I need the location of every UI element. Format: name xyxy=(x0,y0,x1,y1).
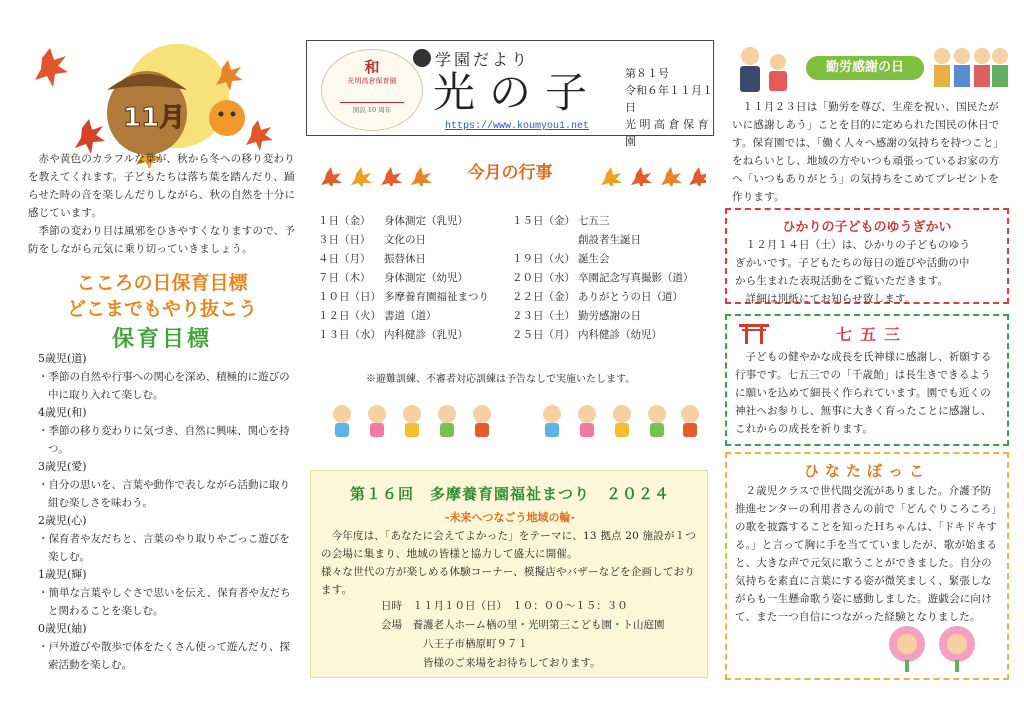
intro-text xyxy=(28,150,296,258)
event-date: ４日（月） xyxy=(318,253,371,265)
issue-info xyxy=(625,65,713,150)
masthead xyxy=(306,40,714,148)
event-row xyxy=(512,231,712,250)
event-name: 書道（道） xyxy=(384,310,437,322)
event-date: ２３日（土） xyxy=(512,310,575,322)
goal-text: ・季節の自然や行事への関心を深め、積極的に遊びの中に取り入れて楽しむ。 xyxy=(38,371,290,401)
event-row xyxy=(512,288,712,307)
events-list-left xyxy=(318,212,518,345)
event-name: 振替休日 xyxy=(384,253,426,265)
event-row xyxy=(318,269,518,288)
month-label: 11月 xyxy=(123,103,186,133)
festival-address: 八王子市楢原町９７１ xyxy=(423,638,528,650)
logo-name: 光明高倉保育園 xyxy=(347,77,397,85)
event-name: ありがとうの日（道） xyxy=(578,291,683,303)
festival-closing: 皆様のご来場をお待ちしております。 xyxy=(423,657,601,669)
goal-item xyxy=(38,458,300,512)
logo-character: 和 xyxy=(364,58,380,76)
goal-age: 0歳児(紬) xyxy=(38,622,87,635)
goal-item xyxy=(38,566,300,620)
event-date: ２２日（金） xyxy=(512,291,575,303)
event-row xyxy=(318,250,518,269)
goal-item xyxy=(38,350,300,404)
torii-icon xyxy=(737,322,771,344)
festival-paragraph-1: 今年度は、「あなたに会えてよかった」をテーマに、13 拠点 20 施設が１つの会場に集まり、地域の皆様と協力して盛大に開催。 xyxy=(321,530,697,560)
hoiku-goal-title: 保育目標 xyxy=(111,327,212,352)
event-name: 内科健診（乳児） xyxy=(384,329,468,341)
shichigosan-section xyxy=(725,314,1009,446)
event-name: 身体測定（幼児） xyxy=(384,272,468,284)
kokoro-line-2: どこまでもやり抜こう xyxy=(66,298,257,320)
recital-body xyxy=(735,236,975,308)
intro-paragraph-2: 季節の変わり目は風邪をひきやすくなりますので、予防をしながら元気に乗り切っていきましょう。 xyxy=(28,225,296,255)
school-logo xyxy=(321,49,423,131)
logo-anniversary: 開設 10 周年 xyxy=(340,102,404,114)
event-row xyxy=(512,269,712,288)
event-date: １０日（日） xyxy=(318,291,381,303)
recital-title: ひかりの子どものゆうぎかい xyxy=(782,220,952,235)
goal-text: ・戸外遊びや散歩で体をたくさん使って遊んだり、探索活動を楽しむ。 xyxy=(38,641,290,671)
labor-day-title: 勤労感謝の日 xyxy=(806,56,924,80)
goal-age: 2歳児(心) xyxy=(38,514,87,527)
shichigosan-title: 七五三 xyxy=(835,325,908,344)
goal-age: 4歳児(和) xyxy=(38,406,87,419)
festival-subtitle: -未来へつなごう地域の輪- xyxy=(444,511,576,524)
newsletter-kana: 学園だより xyxy=(435,50,531,69)
goal-text: ・簡単な言葉やしぐさで思いを伝え、保育者や友だちと関わることを楽しむ。 xyxy=(38,587,291,617)
newsletter-title: 光の子 xyxy=(433,68,602,117)
event-date: １５日（金） xyxy=(512,215,575,227)
festival-venue: 会場 養護老人ホーム楢の里・光明第三こども園・ト山庭園 xyxy=(381,619,665,631)
shichigosan-body: 子どもの健やかな成長を氏神様に感謝し、祈願する行事です。七五三での「千歳飴」は長生きできるように願いを込めて細長く作られています。園でも近くの神社へお参りし、無事に大きく育ったことに感謝し、これからの成長を祈ります。 xyxy=(735,351,992,435)
event-row xyxy=(512,326,712,345)
november-acorn-illustration xyxy=(22,38,272,168)
recital-paragraph: １２月１４日（土）は、ひかりの子どものゆうぎかいです。子どもたちの毎日の遊びや活動の中から生まれた表現活動をご覧いただきます。 xyxy=(735,239,971,287)
goal-age: 5歳児(道) xyxy=(38,352,87,365)
website-link[interactable]: https://www.koumyou1.net xyxy=(445,121,590,132)
recital-note: 詳細は別紙にてお知らせ致します。 xyxy=(745,293,916,305)
hinatabokko-title: ひなたぼっこ xyxy=(803,462,930,480)
event-name: 多摩養育園福祉まつり xyxy=(384,291,489,303)
event-row xyxy=(318,231,518,250)
events-title: 今月の行事 xyxy=(467,163,553,183)
event-name: 文化の日 xyxy=(384,234,426,246)
hinatabokko-body: ２歳児クラスで世代間交流がありました。介護予防推進センターの利用者さんの前で「どんぐりころころ」の歌を披露することを知ったＨちゃんは、「ドキドキする。」と言って胸に手を当てていましたが、歌が始まると、大きな声で元気に歌うことができました。自分の気持ちを素直に言葉にする姿が微笑ましく、緊張しながらも一生懸命歌う姿に感動しました。遊戯会に向けて、また一つ自信につながった経験となりました。 xyxy=(735,485,998,623)
event-date: ７日（木） xyxy=(318,272,371,284)
event-date: １２日（火） xyxy=(318,310,381,322)
event-date: １３日（水） xyxy=(318,329,381,341)
event-name: 身体測定（乳児） xyxy=(384,215,468,227)
event-row xyxy=(318,307,518,326)
event-row xyxy=(318,288,518,307)
event-date: ３日（日） xyxy=(318,234,371,246)
event-name: 誕生会 xyxy=(578,253,610,265)
kokoro-line-1: こころの日保育目標 xyxy=(76,272,248,294)
event-name: 創設者生誕日 xyxy=(578,234,641,246)
events-note: ※避難訓練、不審者対応訓練は予告なしで実施いたします。 xyxy=(366,374,636,385)
hinatabokko-section xyxy=(725,452,1009,680)
goal-text: ・自分の思いを、言葉や動作で表しながら活動に取り組む楽しさを味わう。 xyxy=(38,479,290,509)
event-row xyxy=(512,212,712,231)
goal-age: 1歳児(輝) xyxy=(38,568,87,581)
singing-flowers-illustration xyxy=(877,614,987,672)
event-row xyxy=(318,326,518,345)
intro-paragraph-1: 赤や黄色のカラフルな葉が、秋から冬への移り変わりを教えてくれます。子どもたちは落ち葉を踏んだり、踊らせた時の音を楽しんだりしながら、秋の自然を十分に感じています。 xyxy=(28,153,296,219)
goal-text: ・保育者や友だちと、言葉のやり取りやごっこ遊びを楽しむ。 xyxy=(38,533,290,563)
festival-info xyxy=(381,597,701,673)
event-date: １日（金） xyxy=(318,215,371,227)
goal-item xyxy=(38,620,300,674)
events-list-right xyxy=(512,212,712,345)
goal-item xyxy=(38,512,300,566)
festival-body xyxy=(321,527,703,599)
event-date: １９日（火） xyxy=(512,253,575,265)
bird-icon xyxy=(413,49,431,67)
workers-illustration xyxy=(732,42,798,96)
event-row xyxy=(512,307,712,326)
goals-list xyxy=(38,350,300,674)
event-name: 卒園記念写真撮影（道） xyxy=(578,272,694,284)
issue-org: 光 明 高 倉 保 育 園 xyxy=(625,118,709,148)
goal-age: 3歳児(愛) xyxy=(38,460,87,473)
event-date: ２５日（月） xyxy=(512,329,575,341)
issue-date: 令和６年１１月１日 xyxy=(625,84,713,114)
festival-date: 日時 １１月１０日（日） １０：００～１５：３０ xyxy=(381,600,628,612)
workers-crowd-illustration xyxy=(930,44,1010,90)
issue-number: 第８１号 xyxy=(625,67,669,80)
event-name: 七五三 xyxy=(578,215,610,227)
goal-item xyxy=(38,404,300,458)
labor-day-body: １１月２３日は「勤労を尊び、生産を祝い、国民たがいに感謝しあう」ことを目的に定められた国民の休日です。保育園では、「働く人々へ感謝の気持ちを持つこと」をねらいとし、地域の方やいつも頑張っているお家の方へ「いつもありがとう」の気持ちをこめてプレゼントを作ります。 xyxy=(732,101,1000,203)
recital-section xyxy=(725,208,1009,304)
event-name: 内科健診（幼児） xyxy=(578,329,662,341)
event-row xyxy=(512,250,712,269)
event-date: ２０日（水） xyxy=(512,272,575,284)
children-parade-illustration xyxy=(322,398,706,444)
goal-text: ・季節の移り変わりに気づき、自然に興味、関心を持つ。 xyxy=(38,425,290,455)
event-name: 勤労感謝の日 xyxy=(578,310,641,322)
festival-section xyxy=(310,470,708,678)
kokoro-goal-heading xyxy=(28,270,296,358)
festival-paragraph-2: 様々な世代の方が楽しめる体験コーナー、模擬店やバザーなどを企画しております。 xyxy=(321,566,696,596)
festival-title: 第１６回 多摩養育園福祉まつり ２０２４ xyxy=(349,485,670,503)
event-row xyxy=(318,212,518,231)
